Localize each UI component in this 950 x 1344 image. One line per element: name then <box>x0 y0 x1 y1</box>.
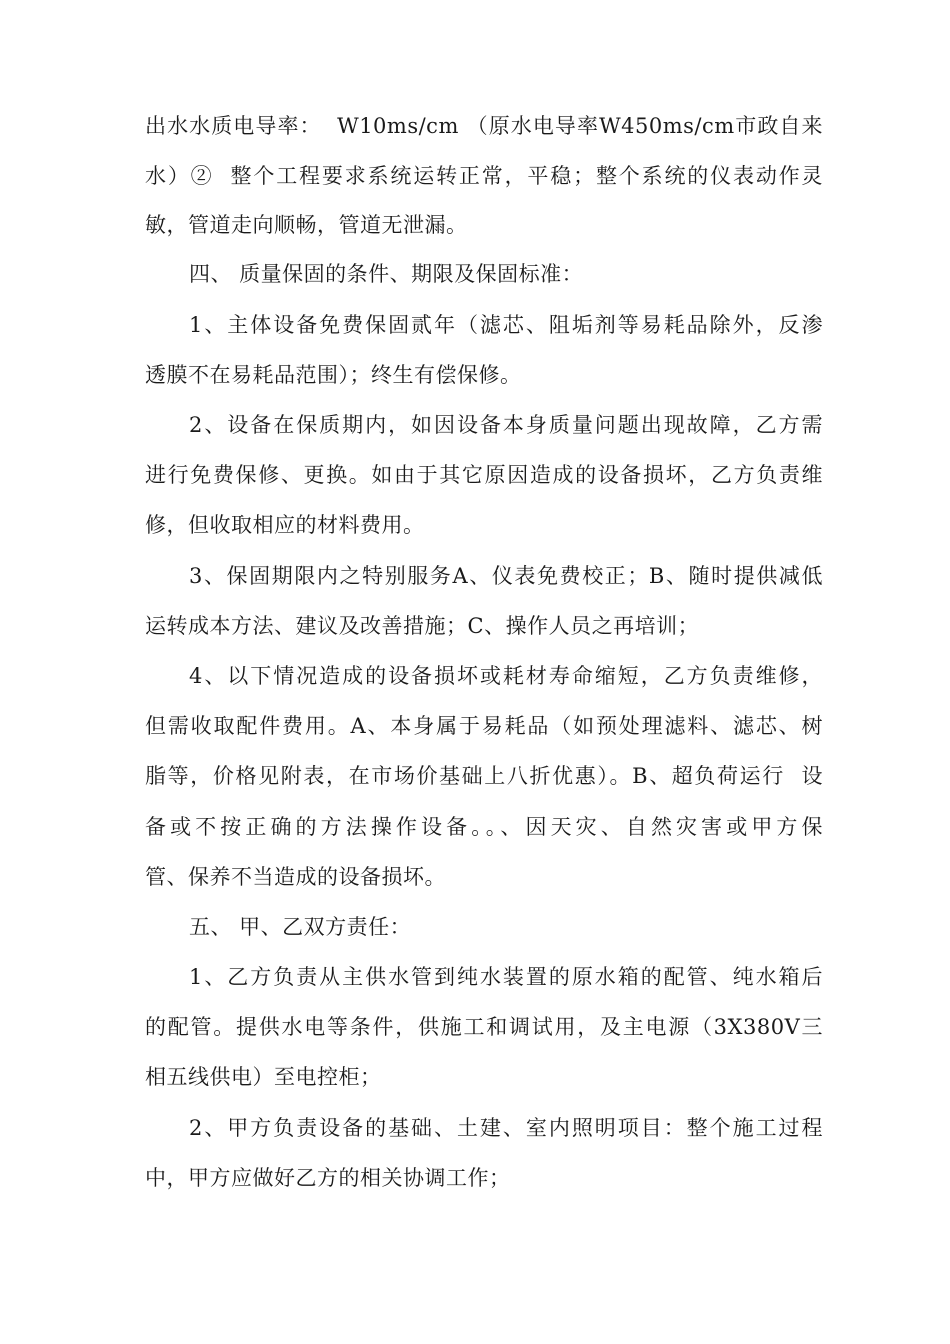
text-line: 备或不按正确的方法操作设备。。、因天灾、自然灾害或甲方保 <box>145 815 823 839</box>
text-line: 1、乙方负责从主供水管到纯水装置的原水箱的配管、纯水箱后 <box>189 965 823 989</box>
text-line: 3、保固期限内之特别服务A、仪表免费校正；B、随时提供减低 <box>189 564 823 588</box>
text-line: 2、设备在保质期内，如因设备本身质量问题出现故障，乙方需 <box>189 413 823 437</box>
text-line: 的配管。提供水电等条件，供施工和调试用，及主电源（3X380V三 <box>145 1015 823 1039</box>
text-line: 4、以下情况造成的设备损坏或耗材寿命缩短，乙方负责维修， <box>189 664 823 688</box>
text-line: 进行免费保修、更换。如由于其它原因造成的设备损坏，乙方负责维 <box>145 463 823 487</box>
text-line: 出水水质电导率： W10ms/cm （原水电导率W450ms/cm市政自来 <box>145 114 823 138</box>
text-line: 相五线供电）至电控柜； <box>145 1065 382 1089</box>
text-line: 透膜不在易耗品范围）；终生有偿保修。 <box>145 363 522 387</box>
text-line: 运转成本方法、建议及改善措施；C、操作人员之再培训； <box>145 614 700 638</box>
text-line: 1、主体设备免费保固贰年（滤芯、阻垢剂等易耗品除外，反渗 <box>189 313 823 337</box>
text-line: 脂等，价格见附表，在市场价基础上八折优惠）。B、超负荷运行 设 <box>145 764 823 788</box>
text-line: 但需收取配件费用。A、本身属于易耗品（如预处理滤料、滤芯、树 <box>145 714 823 738</box>
text-line: 水）② 整个工程要求系统运转正常，平稳；整个系统的仪表动作灵 <box>145 164 823 188</box>
section-heading: 五、 甲、乙双方责任： <box>189 915 412 939</box>
text-line: 管、保养不当造成的设备损坏。 <box>145 865 446 889</box>
text-line: 中，甲方应做好乙方的相关协调工作； <box>145 1166 511 1190</box>
text-line: 修，但收取相应的材料费用。 <box>145 513 425 537</box>
section-heading: 四、 质量保固的条件、期限及保固标准： <box>189 262 584 286</box>
text-line: 2、甲方负责设备的基础、土建、室内照明项目：整个施工过程 <box>189 1116 823 1140</box>
text-line: 敏，管道走向顺畅，管道无泄漏。 <box>145 213 468 237</box>
